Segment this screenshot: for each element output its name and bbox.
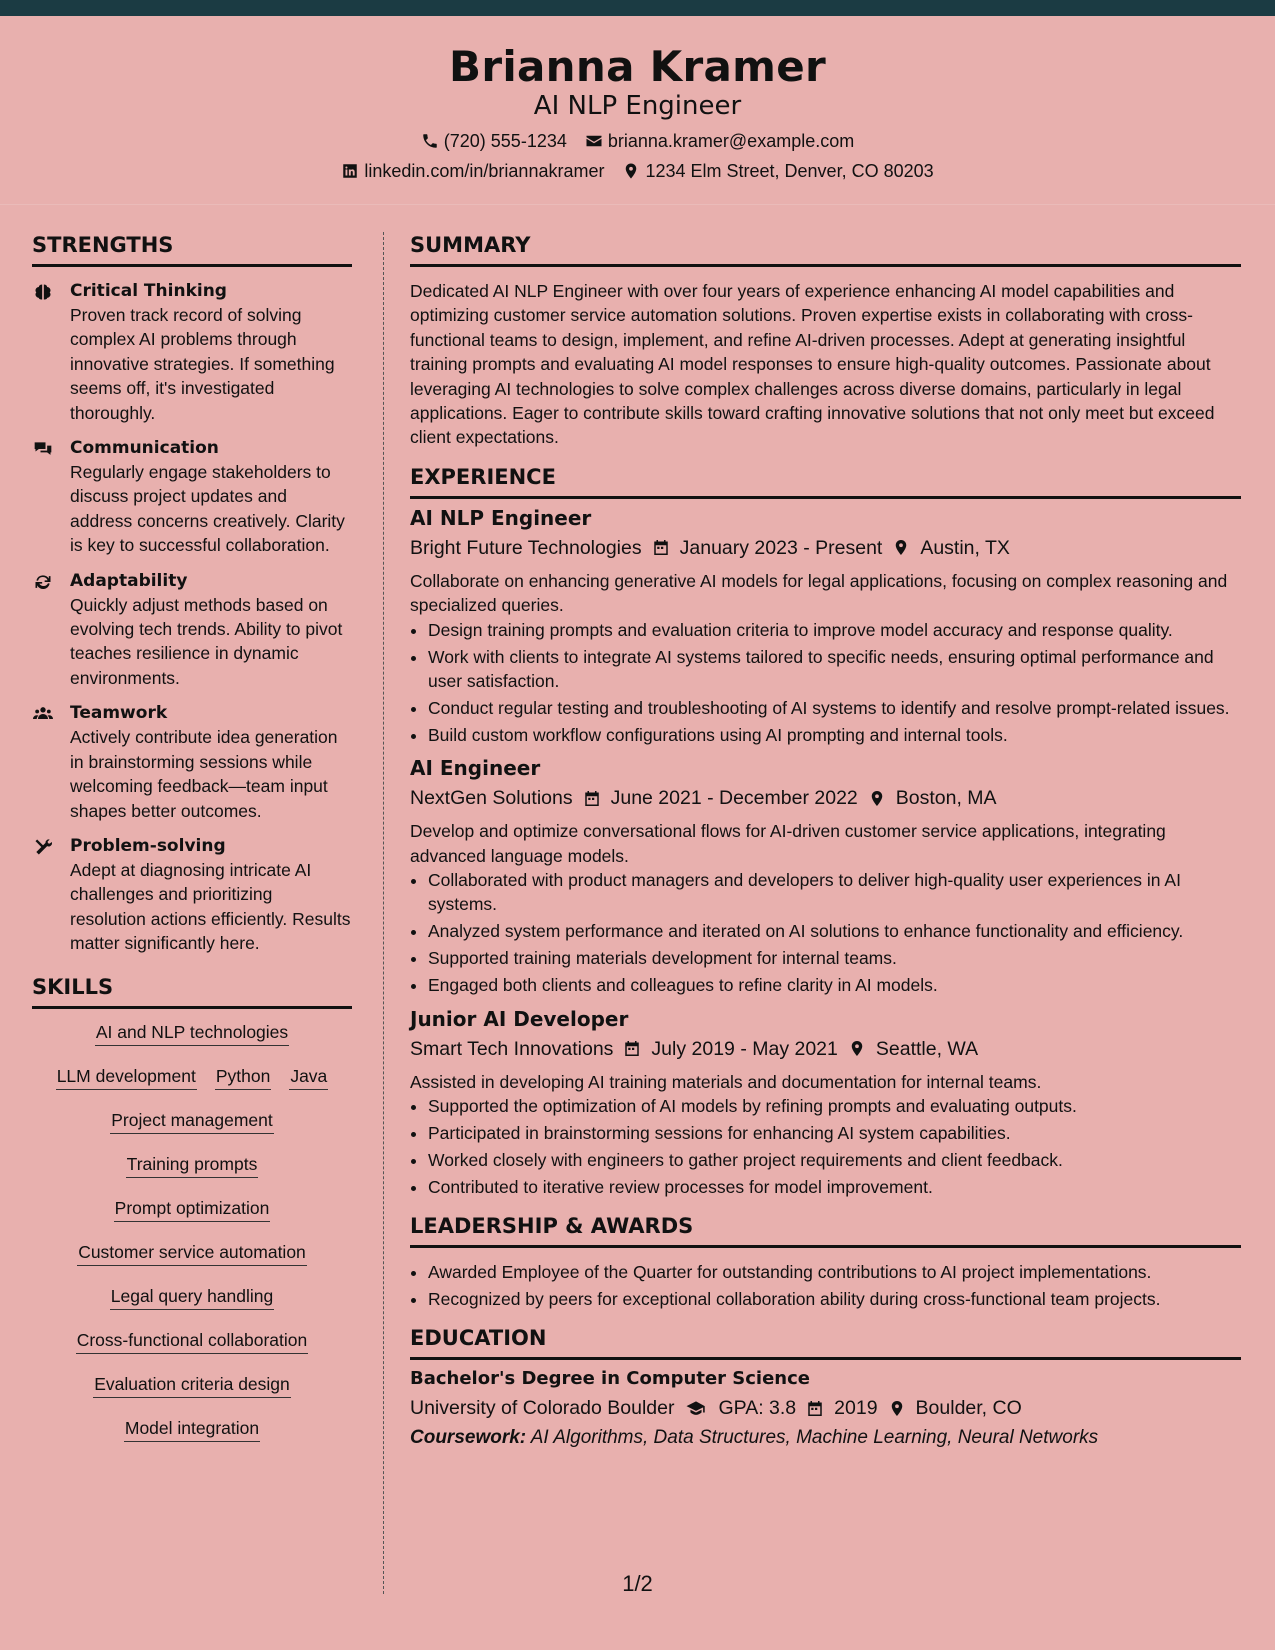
skill-tag: LLM development [56, 1065, 197, 1090]
job-desc: Develop and optimize conversational flows for AI-driven customer service applications, integrating advanced language models. [410, 821, 1166, 866]
job-location: Austin, TX [920, 536, 1010, 559]
strength-name: Teamwork [70, 703, 168, 724]
coursework-text: AI Algorithms, Data Structures, Machine Learning, Neural Networks [530, 1427, 1099, 1449]
address-text: 1234 Elm Street, Denver, CO 80203 [645, 160, 934, 181]
list-item: • Conduct regular testing and troubleshooting of AI systems to identify and resolve prompt-related issues. [428, 696, 1241, 720]
skill-tag: Cross-functional collaboration [76, 1329, 309, 1354]
coursework-label: Coursework: [410, 1427, 527, 1449]
job-company: NextGen Solutions [410, 787, 573, 810]
envelope-icon [585, 132, 603, 150]
email-text[interactable]: brianna.kramer@example.com [607, 130, 855, 151]
contact-row-2 [0, 159, 1275, 183]
strength-item [32, 834, 352, 956]
calendar-icon [623, 1039, 641, 1058]
strength-name: Problem-solving [70, 835, 226, 856]
skill-tag: AI and NLP technologies [95, 1021, 289, 1046]
list-item: • Engaged both clients and colleagues to refine clarity in AI models. [428, 973, 1241, 997]
strength-desc: Adept at diagnosing intricate AI challenges and prioritizing resolution actions efficiently. Results matter significantly here. [70, 859, 351, 954]
job-dates: July 2019 - May 2021 [651, 1037, 838, 1060]
list-item: • Supported the optimization of AI models by refining prompts and evaluating outputs. [428, 1094, 1241, 1118]
column-divider [383, 232, 384, 1594]
map-marker-icon [622, 162, 640, 180]
edu-location: Boulder, CO [915, 1397, 1022, 1420]
linkedin-text[interactable]: linkedin.com/in/briannakramer [364, 160, 605, 181]
skill-tag: Training prompts [126, 1153, 259, 1178]
list-item: • Supported training materials development for internal teams. [428, 946, 1241, 970]
strength-desc: Actively contribute idea generation in brainstorming sessions while welcoming feedback—team input shapes better outcomes. [70, 727, 338, 821]
job-meta [410, 783, 1241, 813]
job-bullets [410, 868, 1241, 998]
job-entry [410, 505, 1241, 747]
phone-item [421, 129, 567, 153]
strength-item [32, 279, 352, 425]
candidate-title: AI NLP Engineer [533, 91, 742, 122]
skill-tag: Legal query handling [110, 1285, 275, 1310]
skills-heading: SKILLS [32, 974, 352, 1009]
email-item[interactable] [585, 129, 854, 153]
brain-icon [32, 282, 54, 302]
job-dates: January 2023 - Present [679, 536, 883, 559]
job-entry [410, 1006, 1241, 1200]
strength-desc: Proven track record of solving complex AI problems through innovative strategies. If something seems off, it's investigated thoroughly. [70, 305, 335, 423]
calendar-icon [583, 789, 601, 808]
skills-list [32, 1021, 352, 1442]
education-heading: EDUCATION [410, 1325, 1241, 1360]
strength-name: Critical Thinking [70, 281, 227, 301]
list-item: • Participated in brainstorming sessions for enhancing AI system capabilities. [428, 1121, 1241, 1145]
list-item: • Work with clients to integrate AI systems tailored to specific needs, ensuring optimal performance and user satisfaction. [428, 645, 1241, 694]
job-company: Smart Tech Innovations [410, 1037, 614, 1060]
phone-icon [421, 132, 439, 150]
map-marker-icon [848, 1039, 866, 1058]
sync-icon [32, 572, 54, 592]
job-location: Seattle, WA [875, 1037, 979, 1060]
map-marker-icon [868, 789, 886, 808]
tools-icon [32, 837, 54, 857]
phone-text: (720) 555-1234 [443, 130, 567, 151]
awards-list [410, 1260, 1241, 1311]
graduation-cap-icon [684, 1399, 708, 1418]
top-bar [0, 0, 1275, 16]
skill-tag: Java [289, 1065, 328, 1090]
job-desc: Collaborate on enhancing generative AI models for legal applications, focusing on complex reasoning and specialized queries. [410, 570, 1228, 616]
summary-text: Dedicated AI NLP Engineer with over four years of experience enhancing AI model capabilities and optimizing customer service automation solutions. Proven expertise exists in collaborating with cross-functional teams to design, implement, and refine AI-driven processes. Adept at generating insightful training prompts and evaluating AI model responses to ensure high-quality outcomes. Passionate about leveraging AI technologies to solve complex challenges across diverse domains, particularly in legal applications. Eager to contribute skills toward crafting innovative solutions that not only meet but exceed client expectations. [410, 281, 1215, 448]
job-meta [410, 533, 1241, 563]
list-item: • Recognized by peers for exceptional collaboration ability during cross-functional team projects. [428, 1287, 1241, 1311]
job-bullets [410, 1094, 1241, 1199]
strengths-heading: STRENGTHS [32, 232, 352, 267]
job-bullets [410, 618, 1241, 748]
comments-icon [32, 439, 54, 459]
job-title: AI NLP Engineer [410, 505, 592, 530]
job-title: Junior AI Developer [410, 1006, 629, 1031]
skill-tag: Evaluation criteria design [93, 1373, 291, 1398]
edu-meta [410, 1393, 1241, 1423]
job-title: AI Engineer [410, 756, 541, 781]
list-item: • Analyzed system performance and iterated on AI solutions to enhance functionality and efficiency. [428, 919, 1241, 943]
linkedin-item[interactable] [341, 159, 604, 183]
skill-tag: Model integration [124, 1417, 260, 1442]
right-column [410, 232, 1241, 1451]
job-company: Bright Future Technologies [410, 536, 642, 559]
candidate-name: Brianna Kramer [449, 42, 826, 91]
users-icon [32, 704, 54, 724]
edu-school: University of Colorado Boulder [410, 1397, 675, 1420]
strength-item [32, 569, 352, 691]
edu-gpa: GPA: 3.8 [718, 1397, 797, 1420]
list-item: • Design training prompts and evaluation criteria to improve model accuracy and response quality. [428, 618, 1241, 642]
resume-header [0, 16, 1275, 205]
contact-row-1 [0, 129, 1275, 153]
awards-heading: LEADERSHIP & AWARDS [410, 1213, 1241, 1248]
list-item: • Build custom workflow configurations using AI prompting and internal tools. [428, 723, 1241, 747]
list-item: • Contributed to iterative review processes for model improvement. [428, 1175, 1241, 1199]
strength-desc: Regularly engage stakeholders to discuss project updates and address concerns creatively. Clarity is key to successful collaboration. [70, 462, 345, 556]
edu-degree: Bachelor's Degree in Computer Science [410, 1368, 810, 1390]
list-item: • Worked closely with engineers to gather project requirements and client feedback. [428, 1148, 1241, 1172]
experience-heading: EXPERIENCE [410, 464, 1241, 499]
summary-heading: SUMMARY [410, 232, 1241, 267]
job-desc: Assisted in developing AI training materials and documentation for internal teams. [410, 1071, 1042, 1092]
left-column [32, 232, 352, 1461]
strength-desc: Quickly adjust methods based on evolving tech trends. Ability to pivot teaches resilience in dynamic environments. [70, 594, 343, 688]
calendar-icon [652, 538, 670, 557]
strength-item [32, 436, 352, 558]
skill-tag: Customer service automation [77, 1241, 307, 1266]
edu-year: 2019 [834, 1397, 878, 1420]
skill-tag: Project management [110, 1109, 273, 1134]
skill-tag: Python [215, 1065, 271, 1090]
address-item [622, 159, 933, 183]
edu-coursework [410, 1425, 1241, 1451]
linkedin-icon [341, 162, 359, 180]
job-entry [410, 755, 1241, 997]
strength-name: Adaptability [70, 570, 188, 591]
strength-name: Communication [70, 438, 219, 459]
job-location: Boston, MA [895, 787, 997, 810]
list-item: • Awarded Employee of the Quarter for outstanding contributions to AI project implementations. [428, 1260, 1241, 1284]
list-item: • Collaborated with product managers and developers to deliver high-quality user experiences in AI systems. [428, 868, 1241, 917]
job-meta [410, 1034, 1241, 1064]
skill-tag: Prompt optimization [114, 1197, 271, 1222]
map-marker-icon [888, 1399, 906, 1418]
map-marker-icon [892, 538, 910, 557]
strength-item [32, 701, 352, 823]
page-number: 1/2 [622, 1571, 653, 1596]
job-dates: June 2021 - December 2022 [610, 787, 858, 810]
calendar-icon [806, 1399, 824, 1418]
